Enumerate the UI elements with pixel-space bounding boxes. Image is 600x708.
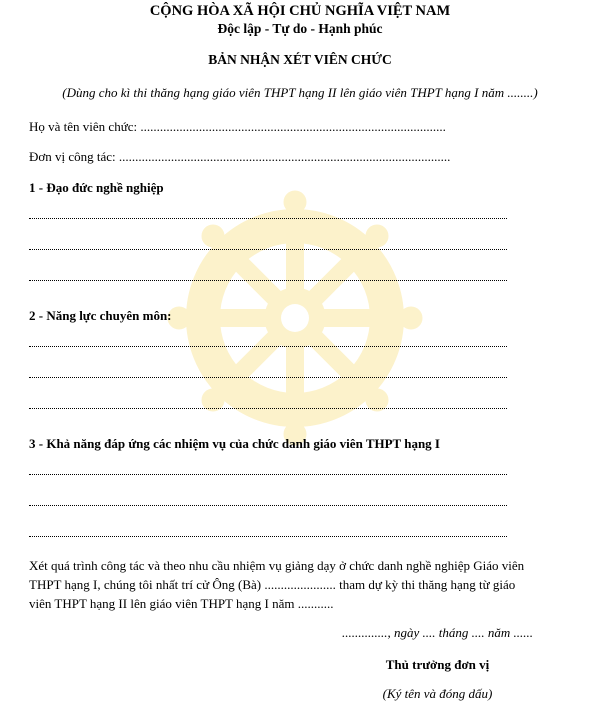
name-field: Họ và tên viên chức: ..............................................................................................: [29, 119, 446, 134]
national-title: CỘNG HÒA XÃ HỘI CHỦ NGHĨA VIỆT NAM: [149, 3, 451, 19]
section-3-dotted-line: [29, 474, 507, 475]
section-1-dotted-line: [29, 218, 507, 219]
section-1-heading: 1 - Đạo đức nghề nghiệp: [29, 180, 164, 195]
conclusion-line: THPT hạng I, chúng tôi nhất trí cử Ông (Bà) ...................... tham dự kỳ thi thăng hạng từ giáo: [29, 577, 516, 592]
signature-date-line: .............., ngày .... tháng .... năm ......: [341, 625, 534, 640]
conclusion-paragraph: [29, 556, 574, 613]
section-1-dotted-line: [29, 280, 507, 281]
conclusion-line: Xét quá trình công tác và theo nhu cầu nhiệm vụ giảng dạy ở chức danh nghề nghiệp Giáo viên: [29, 558, 525, 573]
section-2-dotted-line: [29, 346, 507, 347]
section-2-dotted-line: [29, 377, 507, 378]
watermark-ship-wheel-icon: [165, 188, 425, 448]
section-3-dotted-line: [29, 505, 507, 506]
national-motto: Độc lập - Tự do - Hạnh phúc: [217, 21, 383, 36]
section-3-heading: 3 - Khả năng đáp ứng các nhiệm vụ của chức danh giáo viên THPT hạng I: [29, 436, 440, 451]
section-1-dotted-line: [29, 249, 507, 250]
signature-note: (Ký tên và đóng dấu): [382, 686, 493, 701]
signature-title: Thủ trưởng đơn vị: [385, 657, 490, 672]
document-title: BẢN NHẬN XÉT VIÊN CHỨC: [208, 52, 392, 67]
section-2-dotted-line: [29, 408, 507, 409]
conclusion-line: viên THPT hạng II lên giáo viên THPT hạng I năm ...........: [29, 596, 334, 611]
unit-field: Đơn vị công tác: ......................................................................................................: [29, 149, 451, 164]
section-2-heading: 2 - Năng lực chuyên môn:: [29, 308, 172, 323]
section-3-dotted-line: [29, 536, 507, 537]
document-subtitle: (Dùng cho kì thi thăng hạng giáo viên THPT hạng II lên giáo viên THPT hạng I năm ........): [62, 85, 538, 100]
